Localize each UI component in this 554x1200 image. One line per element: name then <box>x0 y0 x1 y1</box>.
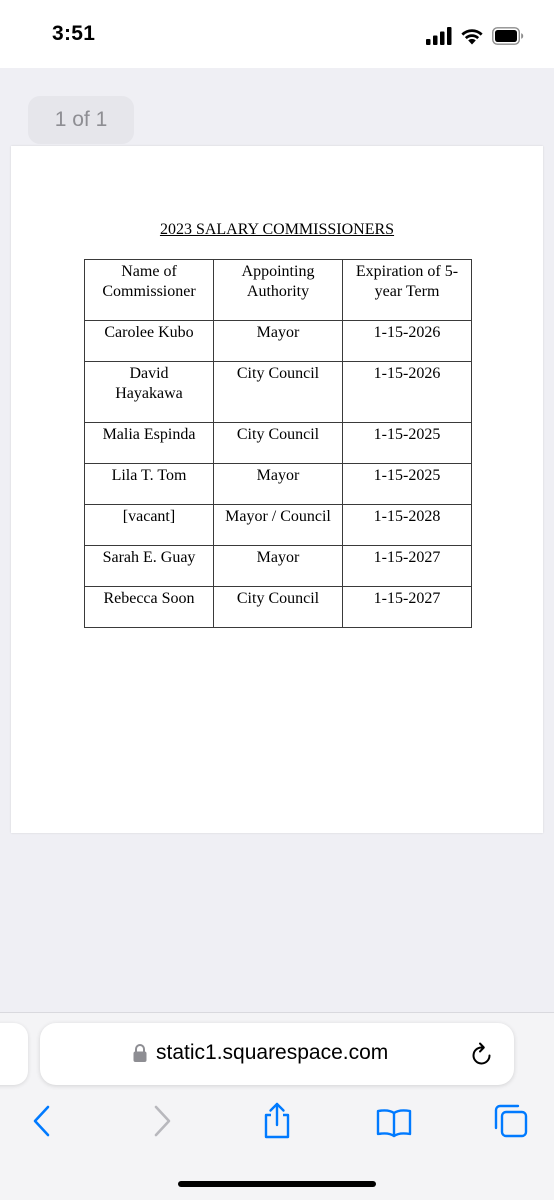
bookmarks-button[interactable] <box>374 1101 414 1141</box>
document-title-text: 2023 SALARY COMMISSIONERS <box>159 221 395 238</box>
previous-tab-preview[interactable] <box>0 1023 28 1085</box>
table-row <box>85 362 472 423</box>
share-icon <box>257 1101 297 1141</box>
cell-name: [vacant] <box>85 505 214 546</box>
header-authority: Appointing Authority <box>214 260 343 321</box>
chevron-left-icon <box>22 1101 62 1141</box>
table-row <box>85 464 472 505</box>
table-row <box>85 546 472 587</box>
reload-icon[interactable] <box>470 1041 494 1067</box>
forward-button[interactable] <box>142 1101 182 1141</box>
cell-authority: Mayor <box>214 464 343 505</box>
cell-expiration: 1-15-2028 <box>343 505 472 546</box>
status-bar <box>0 0 554 68</box>
cell-authority: Mayor <box>214 546 343 587</box>
tabs-icon <box>492 1101 532 1141</box>
cell-authority: City Council <box>214 362 343 423</box>
cell-authority: Mayor <box>214 321 343 362</box>
document-title <box>11 221 543 239</box>
status-icons <box>426 24 524 48</box>
battery-icon <box>492 27 524 45</box>
cell-expiration: 1-15-2026 <box>343 321 472 362</box>
chevron-right-icon <box>142 1101 182 1141</box>
header-expiration: Expiration of 5-year Term <box>343 260 472 321</box>
commissioners-table <box>84 259 472 628</box>
cell-expiration: 1-15-2027 <box>343 587 472 628</box>
cell-expiration: 1-15-2025 <box>343 464 472 505</box>
url-text: static1.squarespace.com <box>156 1041 389 1064</box>
address-bar[interactable] <box>40 1023 514 1085</box>
back-button[interactable] <box>22 1101 62 1141</box>
cell-authority: City Council <box>214 423 343 464</box>
header-name: Name of Commissioner <box>85 260 214 321</box>
cell-name: Sarah E. Guay <box>85 546 214 587</box>
lock-icon <box>132 1043 148 1063</box>
cell-expiration: 1-15-2026 <box>343 362 472 423</box>
book-icon <box>374 1101 414 1141</box>
page-indicator: 1 of 1 <box>28 96 134 144</box>
status-time: 3:51 <box>52 22 96 45</box>
cell-name: Rebecca Soon <box>85 587 214 628</box>
home-indicator <box>178 1181 376 1187</box>
wifi-icon <box>460 27 484 45</box>
cell-expiration: 1-15-2025 <box>343 423 472 464</box>
cell-name: Carolee Kubo <box>85 321 214 362</box>
cellular-signal-icon <box>426 27 452 45</box>
browser-toolbar <box>0 1012 554 1200</box>
cell-expiration: 1-15-2027 <box>343 546 472 587</box>
table-header-row <box>85 260 472 321</box>
table-row <box>85 321 472 362</box>
table-row <box>85 505 472 546</box>
share-button[interactable] <box>257 1101 297 1141</box>
cell-name: Lila T. Tom <box>85 464 214 505</box>
cell-name: Malia Espinda <box>85 423 214 464</box>
pdf-page <box>11 146 543 833</box>
table-row <box>85 587 472 628</box>
tabs-button[interactable] <box>492 1101 532 1141</box>
cell-authority: Mayor / Council <box>214 505 343 546</box>
table-row <box>85 423 472 464</box>
cell-authority: City Council <box>214 587 343 628</box>
cell-name: David Hayakawa <box>85 362 214 423</box>
